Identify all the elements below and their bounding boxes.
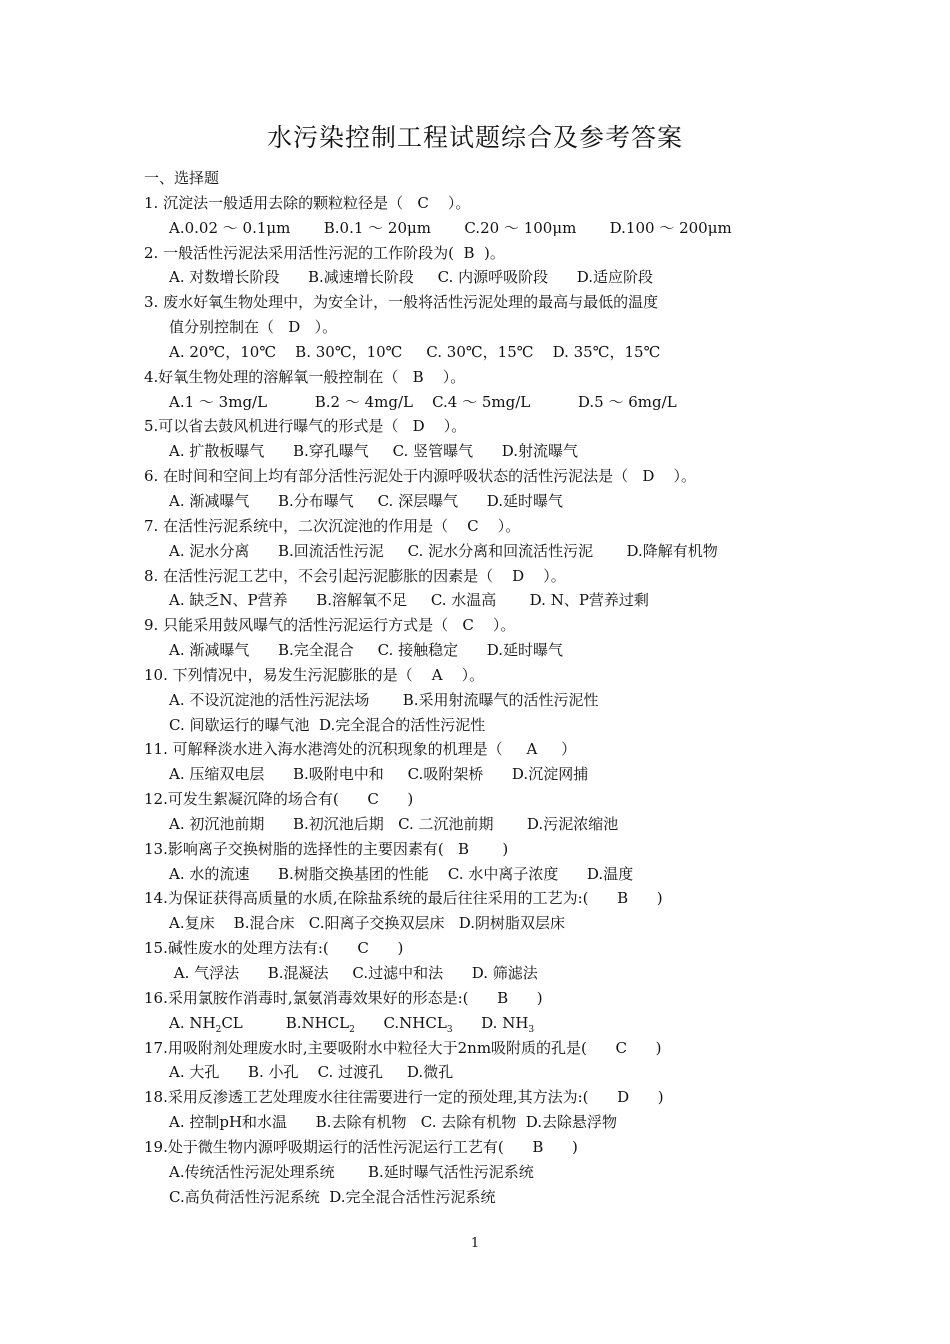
question-text: 6. 在时间和空间上均有部分活性污泥处于内源呼吸状态的活性污泥法是（ D ）。 — [144, 467, 696, 486]
subscript: 3 — [528, 1024, 535, 1035]
answer-options: A.复床 B.混合床 C.阳离子交换双层床 D.阴树脂双层床 — [169, 914, 566, 933]
question-text: 4.好氧生物处理的溶解氧一般控制在（ B ）。 — [144, 367, 466, 386]
answer-options: C.高负荷活性污泥系统 D.完全混合活性污泥系统 — [169, 1187, 496, 1206]
answer-options: A. 不设沉淀池的活性污泥法场 B.采用射流曝气的活性污泥性 — [169, 690, 599, 709]
answer-options: A. 初沉池前期 B.初沉池后期 C. 二沉池前期 D.污泥浓缩池 — [169, 814, 619, 833]
page-number: 1 — [470, 1236, 480, 1251]
option-text: CL — [221, 1013, 243, 1032]
subscript: 3 — [446, 1024, 453, 1035]
question-text: 2. 一般活性污泥法采用活性污泥的工作阶段为( B )。 — [144, 243, 505, 262]
option-text: D. NH — [481, 1013, 529, 1032]
option-text: C.NHCL — [383, 1013, 447, 1032]
answer-options: A. 对数增长阶段 B.减速增长阶段 C. 内源呼吸阶段 D.适应阶段 — [169, 268, 653, 287]
answer-options: A.传统活性污泥处理系统 B.延时曝气活性污泥系统 — [169, 1162, 534, 1181]
question-text: 12.可发生絮凝沉降的场合有( C ) — [144, 790, 414, 809]
answer-options: A. 20℃，10℃ B. 30℃，10℃ C. 30℃，15℃ D. 35℃，15℃ — [169, 342, 661, 361]
option-text: A. NH — [169, 1013, 216, 1032]
answer-options — [144, 1011, 844, 1036]
question-text: 14.为保证获得高质量的水质,在除盐系统的最后往往采用的工艺为:( B ) — [144, 889, 663, 908]
answer-options: A. 水的流速 B.树脂交换基团的性能 C. 水中离子浓度 D.温度 — [169, 864, 634, 883]
answer-options: A. 压缩双电层 B.吸附电中和 C.吸附架桥 D.沉淀网捕 — [169, 765, 589, 784]
subscript: 2 — [349, 1024, 355, 1035]
answer-options: A.0.02 ～ 0.1μm B.0.1 ～ 20μm C.20 ～ 100μm D.100 ～ 200μm — [169, 218, 732, 237]
question-text: 17.用吸附剂处理废水时,主要吸附水中粒径大于2nm吸附质的孔是( C ) — [144, 1038, 662, 1057]
question-text: 18.采用反渗透工艺处理废水往往需要进行一定的预处理,其方法为:( D ) — [144, 1088, 664, 1107]
subscript: 2 — [215, 1024, 222, 1035]
question-text: 11. 可解释淡水进入海水港湾处的沉积现象的机理是（ A ） — [144, 740, 577, 759]
answer-options: A.1 ～ 3mg/L B.2 ～ 4mg/L C.4 ～ 5mg/L D.5 ～ 6mg/L — [169, 392, 677, 411]
answer-options: A. 渐减曝气 B.完全混合 C. 接触稳定 D.延时曝气 — [169, 641, 563, 660]
answer-options: A. 泥水分离 B.回流活性污泥 C. 泥水分离和回流活性污泥 D.降解有机物 — [169, 541, 718, 560]
question-text: 1. 沉淀法一般适用去除的颗粒粒径是（ C ）。 — [144, 193, 471, 212]
question-text: 7. 在活性污泥系统中，二次沉淀池的作用是（ C ）。 — [144, 516, 521, 535]
question-text: 10. 下列情况中，易发生污泥膨胀的是（ A ）。 — [144, 665, 485, 684]
answer-options: C. 间歇运行的曝气池 D.完全混合的活性污泥性 — [169, 715, 486, 734]
answer-options: A. 大孔 B. 小孔 C. 过渡孔 D.微孔 — [169, 1063, 454, 1082]
question-text: 19.处于微生物内源呼吸期运行的活性污泥运行工艺有( B ) — [144, 1137, 578, 1156]
question-text: 13.影响离子交换树脂的选择性的主要因素有( B ) — [144, 839, 509, 858]
question-text: 5.可以省去鼓风机进行曝气的形式是（ D ）。 — [144, 417, 467, 436]
question-text: 15.碱性废水的处理方法有:( C ) — [144, 939, 404, 958]
answer-options: A. 缺乏N、P营养 B.溶解氧不足 C. 水温高 D. N、P营养过剩 — [169, 591, 649, 610]
answer-options: 值分别控制在（ D ）。 — [169, 318, 338, 337]
answer-options: A. 渐减曝气 B.分布曝气 C. 深层曝气 D.延时曝气 — [169, 491, 563, 510]
answer-options: A. 控制pH和水温 B.去除有机物 C. 去除有机物 D.去除悬浮物 — [169, 1113, 618, 1132]
section-heading: 一、选择题 — [144, 169, 220, 187]
question-text: 3. 废水好氧生物处理中，为安全计，一般将活性污泥处理的最高与最低的温度 — [144, 293, 659, 312]
question-text: 8. 在活性污泥工艺中，不会引起污泥膨胀的因素是（ D ）。 — [144, 566, 566, 585]
page-title: 水污染控制工程试题综合及参考答案 — [266, 123, 683, 152]
option-text: B.NHCL — [285, 1013, 350, 1032]
answer-options: A. 气浮法 B.混凝法 C.过滤中和法 D. 筛滤法 — [169, 964, 538, 982]
question-text: 9. 只能采用鼓风曝气的活性污泥运行方式是（ C ）。 — [144, 616, 516, 635]
question-list — [144, 166, 844, 1209]
question-text: 16.采用氯胺作消毒时,氯氨消毒效果好的形态是:( B ) — [144, 988, 543, 1007]
answer-options: A. 扩散板曝气 B.穿孔曝气 C. 竖管曝气 D.射流曝气 — [169, 442, 578, 461]
